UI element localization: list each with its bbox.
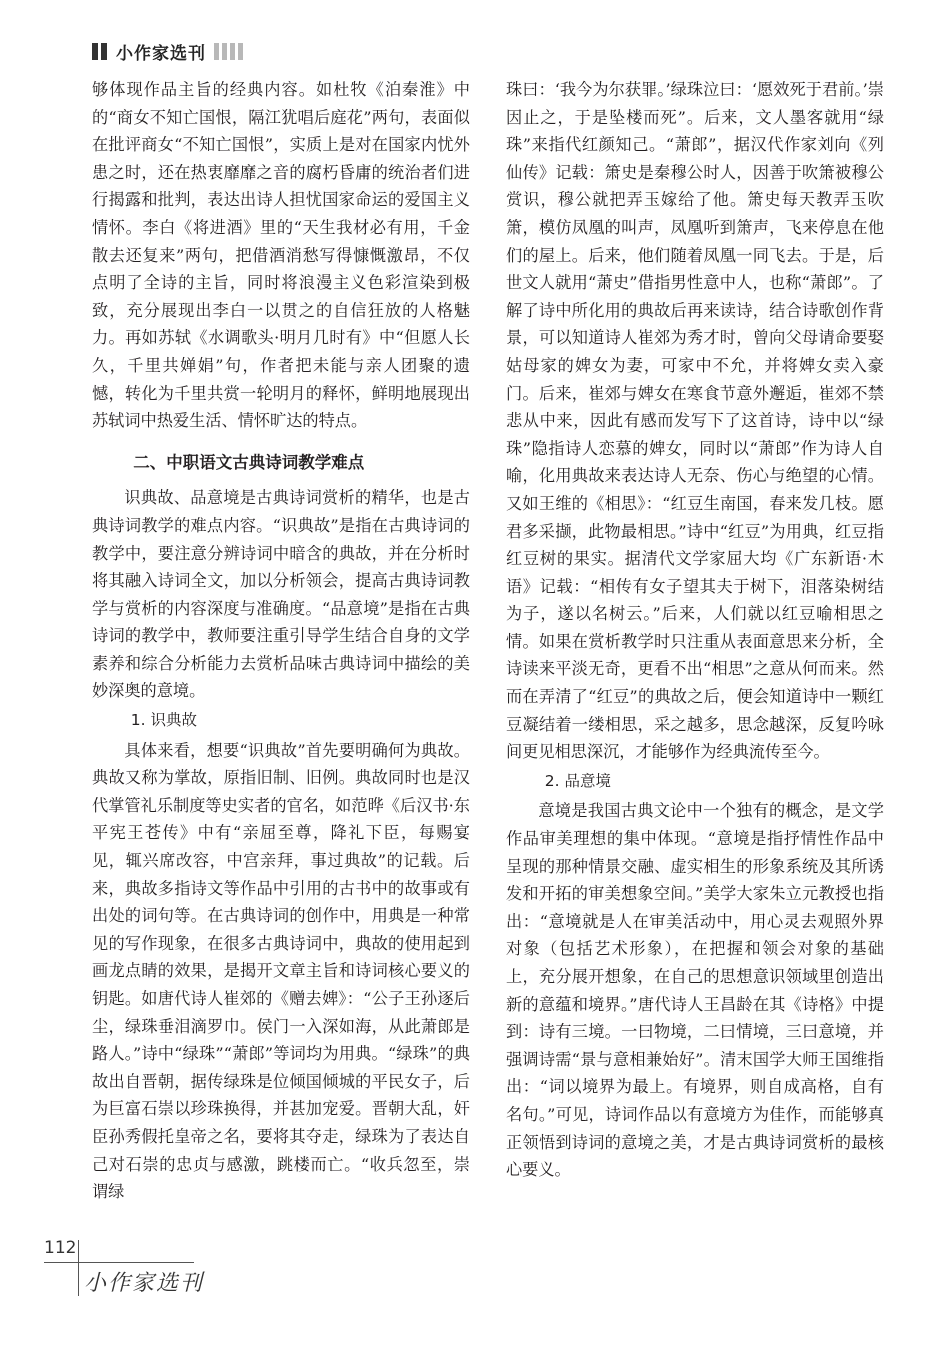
footer-rule	[44, 1262, 194, 1263]
subsection-heading: 2. 品意境	[544, 771, 611, 790]
right-column	[506, 76, 884, 1184]
page-number: 112	[44, 1238, 77, 1258]
body-paragraph: 具体来看，想要“识典故”首先要明确何为典故。典故又称为掌故，原指旧制、旧例。典故同时也是汉代掌管礼乐制度等史实者的官名，如范晔《后汉书·东平宪王苍传》中有“亲屈至尊，降礼下臣，每赐宴见，辄兴席改容，中宫亲拜，事过典故”的记载。后来，典故多指诗文等作品中引用的古书中的故事或有出处的词句等。在古典诗词的创作中，用典是一种常见的写作现象，在很多古典诗词中，典故的使用起到画龙点睛的效果，是揭开文章主旨和诗词核心要义的钥匙。如唐代诗人崔郊的《赠去婢》：“公子王孙逐后尘，绿珠垂泪滴罗巾。侯门一入深如海，从此萧郎是路人。”诗中“绿珠”“萧郎”等词均为用典。“绿珠”的典故出自晋朝，据传绿珠是位倾国倾城的平民女子，后为巨富石崇以珍珠换得，并甚加宠爱。晋朝大乱，奸臣孙秀假托皇帝之名，要将其夺走，绿珠为了表达自己对石崇的忠贞与感激，跳楼而亡。“收兵忽至，崇谓绿	[92, 740, 470, 1202]
subsection-heading: 1. 识典故	[130, 711, 197, 730]
left-column	[92, 76, 470, 1206]
body-paragraph: 识典故、品意境是古典诗词赏析的精华，也是古典诗词教学的难点内容。“识典故”是指在古典诗词的教学中，要注意分辨诗词中暗含的典故，并在分析时将其融入诗词全文，加以分析领会，提高古典诗词教学与赏析的内容深度与准确度。“品意境”是指在古典诗词的教学中，教师要注重引导学生结合自身的文学素养和综合分析能力去赏析品味古典诗词中描绘的美妙深奥的意境。	[92, 488, 470, 701]
header-bar-mark	[238, 43, 243, 60]
body-paragraph: 珠曰：‘我今为尔获罪。’绿珠泣曰：‘愿效死于君前。’崇因止之，于是坠楼而死”。后来，文人墨客就用“绿珠”来指代红颜知己。“萧郎”，据汉代作家刘向《列仙传》记载：箫史是秦穆公时人，因善于吹箫被穆公赏识，穆公就把弄玉嫁给了他。箫史每天教弄玉吹箫，模仿凤凰的叫声，凤凰听到箫声，飞来停息在他们的屋上。后来，他们随着凤凰一同飞去。于是，后世文人就用“萧史”借指男性意中人，也称“萧郎”。了解了诗中所化用的典故后再来读诗，结合诗歌创作背景，可以知道诗人崔郊为秀才时，曾向父母请命要娶姑母家的婢女为妻，可家中不允，并将婢女卖入豪门。后来，崔郊与婢女在寒食节意外邂逅，崔郊不禁悲从中来，因此有感而发写下了这首诗，诗中以“绿珠”隐指诗人恋慕的婢女，同时以“萧郎”作为诗人自喻，化用典故来表达诗人无奈、伤心与绝望的心情。又如王维的《相思》：“红豆生南国，春来发几枝。愿君多采撷，此物最相思。”诗中“红豆”为用典，红豆指红豆树的果实。据清代文学家屈大均《广东新语·木语》记载：“相传有女子望其夫于树下，泪落染树结为子，遂以名树云。”后来，人们就以红豆喻相思之情。如果在赏析教学时只注重从表面意思来分析，全诗读来平淡无奇，更看不出“相思”之意从何而来。然而在弄清了“红豆”的典故之后，便会知道诗中一颗红豆凝结着一缕相思，采之越多，思念越深，反复吟咏间更见相思深沉，才能够作为经典流传至今。	[506, 80, 884, 762]
header-bar-mark	[214, 43, 219, 60]
header-bar-mark	[92, 43, 98, 60]
section-heading: 二、中职语文古典诗词教学难点	[133, 452, 365, 472]
footer-rule	[78, 1240, 79, 1296]
header-bar-mark	[222, 43, 227, 60]
journal-logo: 小作家选刊	[84, 1271, 205, 1296]
body-paragraph: 够体现作品主旨的经典内容。如杜牧《泊秦淮》中的“商女不知亡国恨，隔江犹唱后庭花”两句，表面似在批评商女“不知亡国恨”，实质上是对在国家内忧外患之时，还在热衷靡靡之音的腐朽昏庸的统治者们进行揭露和批判，表达出诗人担忧国家命运的爱国主义情怀。李白《将进酒》里的“天生我材必有用，千金散去还复来”两句，把借酒消愁写得慷慨激昂，不仅点明了全诗的主旨，同时将浪漫主义色彩渲染到极致，充分展现出李白一以贯之的自信狂放的人格魅力。再如苏轼《水调歌头·明月几时有》中“但愿人长久，千里共婵娟”句，作者把未能与亲人团聚的遗憾，转化为千里共赏一轮明月的释怀，鲜明地展现出苏轼词中热爱生活、情怀旷达的特点。	[92, 80, 470, 431]
header-bar-mark	[230, 43, 235, 60]
body-paragraph: 意境是我国古典文论中一个独有的概念，是文学作品审美理想的集中体现。“意境是指抒情性作品中呈现的那种情景交融、虚实相生的形象系统及其所诱发和开拓的审美想象空间。”美学大家朱立元教授也指出：“意境就是人在审美活动中，用心灵去观照外界对象（包括艺术形象），在把握和领会对象的基础上，充分展开想象，在自己的思想意识领域里创造出新的意蕴和境界。”唐代诗人王昌龄在其《诗格》中提到：诗有三境。一曰物境，二曰情境，三曰意境，并强调诗需“景与意相兼始好”。清末国学大师王国维指出：“词以境界为最上。有境界，则自成高格，自有名句。”可见，诗词作品以有意境方为佳作，而能够真正领悟到诗词的意境之美，才是古典诗词赏析的最核心要义。	[506, 801, 884, 1180]
journal-title: 小作家选刊	[116, 43, 206, 64]
header-bar-mark	[101, 43, 107, 60]
running-header	[92, 38, 246, 64]
